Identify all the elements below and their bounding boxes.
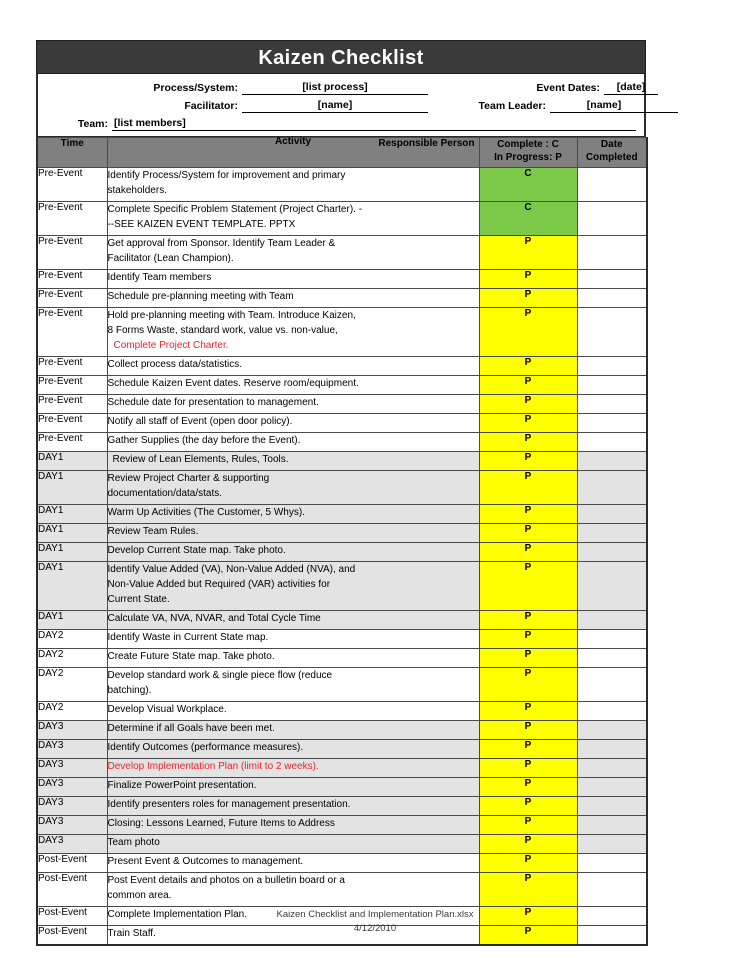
activity-line: Hold pre-planning meeting with Team. Introduce Kaizen,: [107, 310, 356, 321]
table-row: [37, 778, 647, 797]
activity-line: [108, 338, 479, 353]
cell-status[interactable]: P: [479, 740, 577, 759]
table-row: [37, 611, 647, 630]
cell-activity: [107, 270, 479, 289]
cell-time: Post-Event: [37, 926, 107, 945]
cell-activity: [107, 854, 479, 873]
activity-line: Get approval from Sponsor. Identify Team Leader &: [107, 238, 336, 249]
cell-activity: [107, 505, 479, 524]
cell-status[interactable]: P: [479, 505, 577, 524]
table-row: [37, 759, 647, 778]
cell-status[interactable]: P: [479, 611, 577, 630]
cell-date-completed[interactable]: [577, 854, 647, 873]
table-row: [37, 308, 647, 357]
activity-line: Facilitator (Lean Champion).: [107, 253, 234, 264]
table-row: [37, 236, 647, 270]
cell-status[interactable]: P: [479, 395, 577, 414]
table-row: [37, 562, 647, 611]
table-row: [37, 873, 647, 907]
activity-line: Schedule pre-planning meeting with Team: [107, 291, 294, 302]
cell-date-completed[interactable]: [577, 308, 647, 357]
column-header-activity-label: Activity: [274, 136, 312, 147]
cell-date-completed[interactable]: [577, 505, 647, 524]
cell-time: Pre-Event: [37, 236, 107, 270]
table-row: [37, 543, 647, 562]
cell-activity: [107, 562, 479, 611]
activity-line: Identify Team members: [107, 272, 212, 283]
table-row: [37, 797, 647, 816]
cell-date-completed[interactable]: [577, 873, 647, 907]
info-block: [36, 74, 646, 137]
cell-status[interactable]: P: [479, 759, 577, 778]
activity-line: Collect process data/statistics.: [107, 359, 242, 370]
activity-line: Identify Outcomes (performance measures).: [107, 742, 304, 753]
activity-line: Non-Value Added but Required (VAR) activities for: [107, 579, 331, 590]
activity-line: Review Team Rules.: [107, 526, 199, 537]
activity-line: Determine if all Goals have been met.: [107, 723, 275, 734]
team-leader-value[interactable]: [name]: [550, 99, 658, 113]
table-row: [37, 471, 647, 505]
table-body: [37, 168, 647, 945]
cell-activity: [107, 452, 479, 471]
cell-status[interactable]: P: [479, 835, 577, 854]
cell-activity: [107, 236, 479, 270]
activity-line: Calculate VA, NVA, NVAR, and Total Cycle Time: [107, 613, 321, 624]
cell-date-completed[interactable]: [577, 778, 647, 797]
cell-activity: [107, 702, 479, 721]
footer-date: 4/12/2010: [353, 923, 397, 934]
cell-date-completed[interactable]: [577, 702, 647, 721]
activity-line: Develop Current State map. Take photo.: [107, 545, 286, 556]
cell-activity: [107, 630, 479, 649]
cell-time: DAY3: [37, 816, 107, 835]
cell-activity: [107, 835, 479, 854]
team-value[interactable]: [list members]: [112, 117, 636, 131]
table-row: [37, 452, 647, 471]
cell-time: DAY2: [37, 630, 107, 649]
cell-activity: [107, 168, 479, 202]
cell-status[interactable]: P: [479, 649, 577, 668]
team-label: Team:: [77, 118, 108, 130]
cell-time: DAY1: [37, 611, 107, 630]
cell-status[interactable]: P: [479, 543, 577, 562]
activity-line: Warm Up Activities (The Customer, 5 Whys).: [107, 507, 305, 518]
cell-date-completed[interactable]: [577, 759, 647, 778]
cell-date-completed[interactable]: [577, 270, 647, 289]
cell-activity: [107, 376, 479, 395]
cell-time: DAY1: [37, 471, 107, 505]
table-row: [37, 649, 647, 668]
cell-status[interactable]: C: [479, 202, 577, 236]
cell-time: DAY3: [37, 797, 107, 816]
table-row: [37, 835, 647, 854]
activity-line: Current State.: [107, 594, 170, 605]
cell-status[interactable]: P: [479, 797, 577, 816]
cell-time: Post-Event: [37, 907, 107, 926]
cell-time: DAY1: [37, 505, 107, 524]
cell-time: DAY1: [37, 524, 107, 543]
table-row: [37, 289, 647, 308]
cell-activity: [107, 873, 479, 907]
activity-line: Gather Supplies (the day before the Event).: [107, 435, 301, 446]
column-header-date-completed: [577, 138, 647, 168]
cell-time: DAY2: [37, 649, 107, 668]
cell-time: Pre-Event: [37, 357, 107, 376]
cell-date-completed[interactable]: [577, 668, 647, 702]
cell-date-completed[interactable]: [577, 376, 647, 395]
activity-line: Present Event & Outcomes to management.: [107, 856, 304, 867]
activity-line: 8 Forms Waste, standard work, value vs. non-value,: [107, 325, 338, 336]
cell-date-completed[interactable]: [577, 649, 647, 668]
cell-time: DAY3: [37, 721, 107, 740]
cell-date-completed[interactable]: [577, 611, 647, 630]
activity-line: Schedule Kaizen Event dates. Reserve room/equipment.: [107, 378, 359, 389]
facilitator-value[interactable]: [name]: [242, 99, 428, 113]
event-dates-value[interactable]: [date]: [604, 81, 658, 95]
footer-filename: Kaizen Checklist and Implementation Plan.xlsx: [276, 909, 474, 920]
activity-line: Complete Specific Problem Statement (Project Charter). -: [107, 204, 363, 215]
cell-date-completed[interactable]: [577, 202, 647, 236]
cell-activity: [107, 395, 479, 414]
table-row: [37, 630, 647, 649]
cell-activity: [107, 543, 479, 562]
activity-line: Review Project Charter & supporting: [107, 473, 270, 484]
cell-time: DAY1: [37, 562, 107, 611]
cell-activity: [107, 759, 479, 778]
cell-activity: [107, 797, 479, 816]
cell-date-completed[interactable]: [577, 524, 647, 543]
activity-line: Review of Lean Elements, Rules, Tools.: [112, 454, 289, 465]
table-row: [37, 721, 647, 740]
activity-line: stakeholders.: [107, 185, 167, 196]
activity-line: Team photo: [107, 837, 160, 848]
activity-line: Identify Waste in Current State map.: [107, 632, 269, 643]
cell-activity: [107, 816, 479, 835]
activity-line: Identify presenters roles for management presentation.: [107, 799, 351, 810]
cell-status[interactable]: P: [479, 433, 577, 452]
cell-date-completed[interactable]: [577, 740, 647, 759]
cell-activity: [107, 289, 479, 308]
activity-line: common area.: [107, 890, 172, 901]
activity-line: Schedule date for presentation to management.: [107, 397, 319, 408]
cell-time: DAY2: [37, 702, 107, 721]
cell-time: Pre-Event: [37, 414, 107, 433]
table-row: [37, 524, 647, 543]
cell-activity: [107, 611, 479, 630]
info-row-team: [46, 116, 636, 131]
cell-status[interactable]: P: [479, 308, 577, 357]
table-row: [37, 740, 647, 759]
status-legend-complete: Complete : C: [497, 139, 559, 150]
cell-time: DAY3: [37, 778, 107, 797]
cell-time: DAY2: [37, 668, 107, 702]
cell-date-completed[interactable]: [577, 289, 647, 308]
table-row: [37, 202, 647, 236]
cell-time: DAY3: [37, 835, 107, 854]
process-label: Process/System:: [153, 82, 238, 94]
cell-time: Pre-Event: [37, 202, 107, 236]
cell-status[interactable]: P: [479, 926, 577, 945]
table-header-row: [37, 138, 647, 168]
cell-date-completed[interactable]: [577, 543, 647, 562]
cell-time: Pre-Event: [37, 308, 107, 357]
footer: [0, 908, 750, 936]
cell-activity: [107, 721, 479, 740]
cell-status[interactable]: C: [479, 168, 577, 202]
activity-line: Complete Implementation Plan.: [107, 909, 248, 920]
kaizen-checklist-sheet: [36, 40, 646, 946]
activity-line: Create Future State map. Take photo.: [107, 651, 275, 662]
cell-status[interactable]: P: [479, 778, 577, 797]
activity-line: Train Staff.: [107, 928, 156, 939]
column-header-activity: [107, 138, 479, 168]
cell-activity: [107, 668, 479, 702]
cell-time: Pre-Event: [37, 289, 107, 308]
info-row-process: [46, 80, 646, 95]
cell-time: DAY1: [37, 452, 107, 471]
cell-activity: [107, 740, 479, 759]
activity-line: Closing: Lessons Learned, Future Items to Address: [107, 818, 335, 829]
cell-date-completed[interactable]: [577, 236, 647, 270]
activity-line: Post Event details and photos on a bulletin board or a: [107, 875, 345, 886]
cell-date-completed[interactable]: [577, 816, 647, 835]
cell-status[interactable]: P: [479, 816, 577, 835]
cell-date-completed[interactable]: [577, 797, 647, 816]
cell-time: Pre-Event: [37, 395, 107, 414]
cell-status[interactable]: P: [479, 873, 577, 907]
table-row: [37, 395, 647, 414]
table-row: [37, 376, 647, 395]
cell-date-completed[interactable]: [577, 433, 647, 452]
table-row: [37, 433, 647, 452]
cell-time: Post-Event: [37, 873, 107, 907]
activity-line: Notify all staff of Event (open door policy).: [107, 416, 293, 427]
cell-time: DAY1: [37, 543, 107, 562]
cell-activity: [107, 778, 479, 797]
cell-activity: [107, 308, 479, 357]
cell-date-completed[interactable]: [577, 721, 647, 740]
table-row: [37, 668, 647, 702]
cell-time: Pre-Event: [37, 433, 107, 452]
cell-status[interactable]: P: [479, 357, 577, 376]
event-dates-label: Event Dates:: [536, 82, 600, 94]
activity-line: --SEE KAIZEN EVENT TEMPLATE. PPTX: [107, 219, 296, 230]
activity-line: Identify Process/System for improvement and primary: [107, 170, 346, 181]
cell-status[interactable]: P: [479, 452, 577, 471]
cell-time: DAY3: [37, 740, 107, 759]
cell-date-completed[interactable]: [577, 630, 647, 649]
cell-activity: [107, 202, 479, 236]
column-header-responsible: Responsible Person: [378, 138, 475, 149]
table-row: [37, 357, 647, 376]
cell-activity: [107, 433, 479, 452]
cell-time: Pre-Event: [37, 270, 107, 289]
page-title: Kaizen Checklist: [36, 40, 646, 74]
cell-date-completed[interactable]: [577, 452, 647, 471]
activity-line: documentation/data/stats.: [107, 488, 223, 499]
table-header: [37, 138, 647, 168]
cell-status[interactable]: P: [479, 414, 577, 433]
cell-status[interactable]: P: [479, 630, 577, 649]
cell-time: Pre-Event: [37, 168, 107, 202]
facilitator-label: Facilitator:: [184, 100, 238, 112]
activity-line: Finalize PowerPoint presentation.: [107, 780, 257, 791]
activity-line: Identify Value Added (VA), Non-Value Added (NVA), and: [107, 564, 356, 575]
process-value[interactable]: [list process]: [242, 81, 428, 95]
column-header-status: [479, 138, 577, 168]
cell-date-completed[interactable]: [577, 357, 647, 376]
cell-date-completed[interactable]: [577, 414, 647, 433]
cell-status[interactable]: P: [479, 907, 577, 926]
cell-time: Post-Event: [37, 854, 107, 873]
activity-line: Develop Visual Workplace.: [107, 704, 227, 715]
cell-status[interactable]: P: [479, 236, 577, 270]
table-row: [37, 168, 647, 202]
table-row: [37, 270, 647, 289]
cell-status[interactable]: P: [479, 702, 577, 721]
cell-time: DAY3: [37, 759, 107, 778]
checklist-table: [36, 137, 648, 946]
cell-activity: [107, 414, 479, 433]
cell-date-completed[interactable]: [577, 395, 647, 414]
cell-activity: [107, 524, 479, 543]
activity-line: Develop standard work & single piece flow (reduce: [107, 670, 333, 681]
table-row: [37, 816, 647, 835]
cell-status[interactable]: P: [479, 270, 577, 289]
table-row: [37, 414, 647, 433]
cell-status[interactable]: P: [479, 376, 577, 395]
cell-date-completed[interactable]: [577, 562, 647, 611]
table-row: [37, 505, 647, 524]
info-row-facilitator: [46, 98, 636, 113]
cell-status[interactable]: P: [479, 562, 577, 611]
team-leader-underline-tail: [658, 112, 678, 113]
activity-highlight-note: Complete Project Charter.: [113, 340, 229, 351]
cell-activity: [107, 649, 479, 668]
status-legend-in-progress: In Progress: P: [494, 152, 562, 163]
date-header-line1: Date: [600, 139, 623, 150]
cell-date-completed[interactable]: [577, 835, 647, 854]
cell-status[interactable]: P: [479, 471, 577, 505]
cell-status[interactable]: P: [479, 721, 577, 740]
column-header-time: Time: [37, 138, 107, 168]
cell-status[interactable]: P: [479, 854, 577, 873]
cell-status[interactable]: P: [479, 524, 577, 543]
date-header-line2: Completed: [585, 152, 638, 163]
activity-line: batching).: [107, 685, 152, 696]
cell-activity: [107, 471, 479, 505]
cell-date-completed[interactable]: [577, 168, 647, 202]
activity-line: Develop Implementation Plan (limit to 2 weeks).: [107, 761, 319, 772]
cell-activity: [107, 357, 479, 376]
cell-status[interactable]: P: [479, 289, 577, 308]
cell-date-completed[interactable]: [577, 471, 647, 505]
team-leader-label: Team Leader:: [478, 100, 546, 112]
cell-time: Pre-Event: [37, 376, 107, 395]
table-row: [37, 702, 647, 721]
table-row: [37, 854, 647, 873]
cell-status[interactable]: P: [479, 668, 577, 702]
